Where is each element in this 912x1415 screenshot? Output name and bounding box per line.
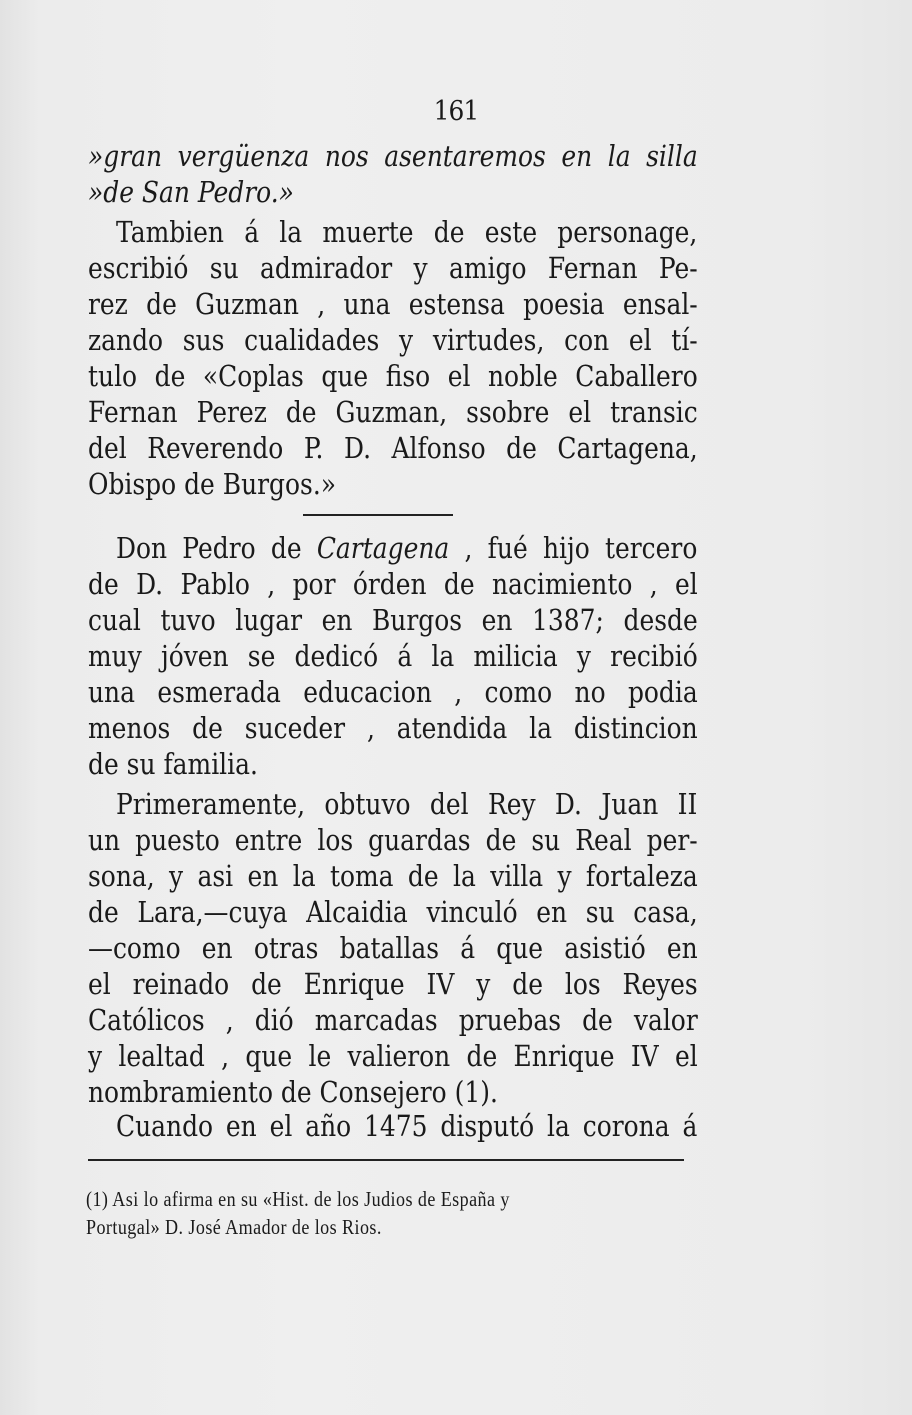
text-line: de D. Pablo , por órden de nacimiento , el <box>88 567 698 601</box>
footnote-line: Portugal» D. José Amador de los Rios. <box>86 1215 382 1239</box>
text-line: un puesto entre los guardas de su Real per- <box>88 823 698 857</box>
text-line: Católicos , dió marcadas pruebas de valor <box>88 1003 698 1037</box>
text-line: el reinado de Enrique IV y de los Reyes <box>88 967 698 1001</box>
text-line: Fernan Perez de Guzman, ssobre el transic <box>88 395 698 429</box>
italic-name: Cartagena <box>316 531 450 565</box>
text-line: cual tuvo lugar en Burgos en 1387; desde <box>88 603 698 637</box>
text-run: , fué hijo tercero <box>449 531 698 565</box>
text-line: escribió su admirador y amigo Fernan Pe- <box>88 251 698 285</box>
text-line: Primeramente, obtuvo del Rey D. Juan II <box>116 787 698 821</box>
text-line: Tambien á la muerte de este personage, <box>116 215 698 249</box>
text-line: una esmerada educacion , como no podia <box>88 675 698 709</box>
text-line: tulo de «Coplas que fiso el noble Caballero <box>88 359 698 393</box>
page-number: 161 <box>433 96 479 127</box>
text-line: zando sus cualidades y virtudes, con el tí- <box>88 323 698 357</box>
text-line: —como en otras batallas á que asistió en <box>88 931 698 965</box>
text-line: y lealtad , que le valieron de Enrique IV el <box>88 1039 698 1073</box>
text-line: de su familia. <box>88 747 258 781</box>
text-line: »de San Pedro.» <box>88 175 294 209</box>
footnote-rule <box>88 1159 684 1161</box>
section-divider <box>303 514 453 516</box>
text-line: nombramiento de Consejero (1). <box>88 1075 498 1109</box>
text-line: Cuando en el año 1475 disputó la corona á <box>116 1109 698 1143</box>
text-line <box>116 530 697 566</box>
text-line: sona, y asi en la toma de la villa y fortaleza <box>88 859 698 893</box>
text-run: Don Pedro de <box>116 531 317 565</box>
text-line: muy jóven se dedicó á la milicia y recibió <box>88 639 698 673</box>
text-line: menos de suceder , atendida la distincion <box>88 711 698 745</box>
text-line: del Reverendo P. D. Alfonso de Cartagena, <box>88 431 698 465</box>
text-line: de Lara,—cuya Alcaidia vinculó en su casa, <box>88 895 698 929</box>
footnote-line: (1) Asi lo afirma en su «Hist. de los Judios de España y <box>86 1187 510 1211</box>
text-line: »gran vergüenza nos asentaremos en la silla <box>88 139 698 173</box>
text-line: Obispo de Burgos.» <box>88 467 337 501</box>
text-line: rez de Guzman , una estensa poesia ensal- <box>88 287 698 321</box>
